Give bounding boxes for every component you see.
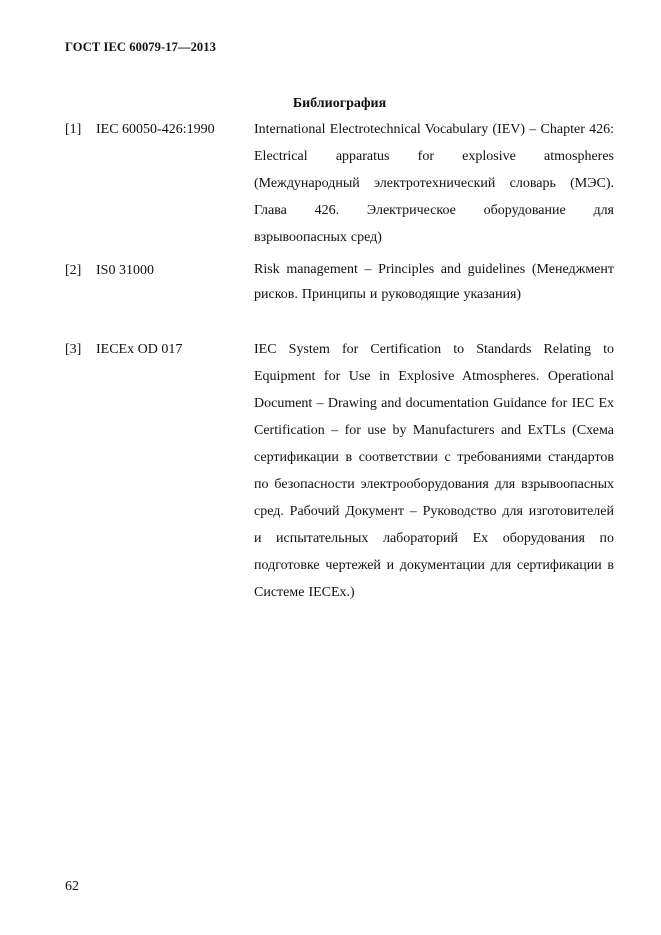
entry-description: Risk management – Principles and guidelines (Менеджмент рисков. Принципы и руководящие указания) bbox=[254, 262, 614, 302]
entry-code: IEC 60050-426:1990 bbox=[96, 122, 215, 137]
entry-description: IEC System for Certification to Standards Relating to Equipment for Use in Explosive Atmospheres. Operational Document – Drawing and documentation Guidance for IEC Ex Certification – for use by Manufacturers and ExTLs (Схема сертификации в соответствии с требованиями стандартов по безопасности электрооборудования для взрывоопасных сред. Рабочий Документ – Руководство для изготовителей и испытательных лабораторий Ex оборудования по подготовке чертежей и документации для сертификации в Системе IECEx.) bbox=[254, 342, 614, 600]
entry-code: IS0 31000 bbox=[96, 263, 154, 278]
page-number: 62 bbox=[65, 879, 79, 894]
entry-code: IECEx OD 017 bbox=[96, 342, 183, 357]
bibliography-entry bbox=[65, 257, 615, 307]
document-header: ГОСТ IEC 60079-17—2013 bbox=[65, 40, 216, 54]
bibliography-entry bbox=[65, 336, 615, 606]
entry-description: International Electrotechnical Vocabulary (IEV) – Chapter 426: Electrical apparatus for explosive atmospheres (Международный электротехнический словарь (МЭС). Глава 426. Электрическое оборудование для взрывоопасных сред) bbox=[254, 122, 614, 245]
entry-number: [1] bbox=[65, 122, 82, 137]
bibliography-entry bbox=[65, 116, 615, 251]
entry-number: [3] bbox=[65, 342, 82, 357]
section-title: Библиография bbox=[292, 96, 387, 111]
entry-number: [2] bbox=[65, 263, 82, 278]
